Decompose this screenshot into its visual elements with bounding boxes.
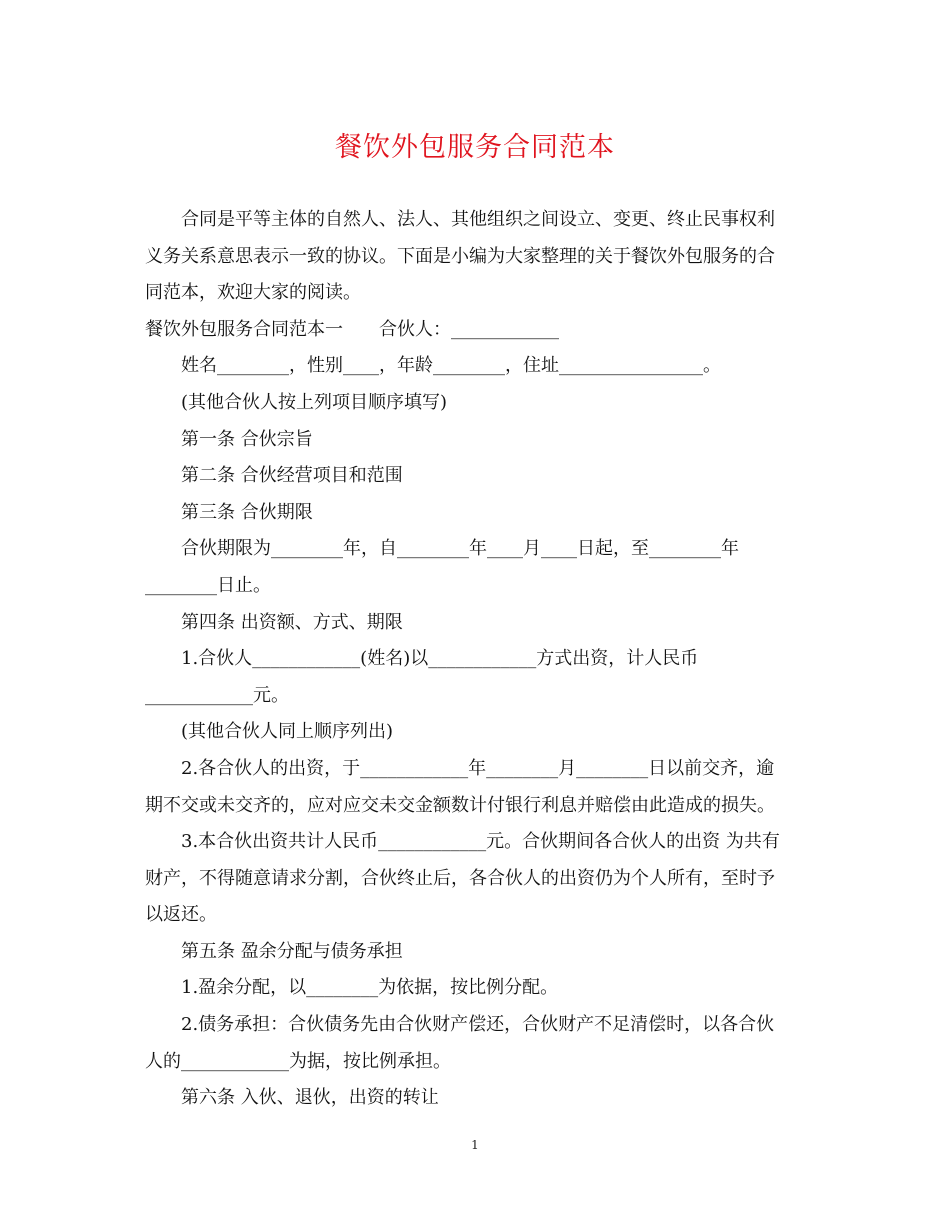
paragraph-line: 合同是平等主体的自然人、法人、其他组织之间设立、变更、终止民事权利 <box>181 209 775 230</box>
document-title: 餐饮外包服务合同范本 <box>335 132 615 163</box>
paragraph-line: 义务关系意思表示一致的协议。下面是小编为大家整理的关于餐饮外包服务的合 <box>145 245 775 267</box>
article-heading: 第一条 合伙宗旨 <box>181 428 313 450</box>
paragraph-line: 2.债务承担：合伙债务先由合伙财产偿还，合伙财产不足清偿时，以各合伙 <box>181 1014 775 1036</box>
paragraph-line: ________日止。 <box>145 574 271 596</box>
paragraph-line: 2.各合伙人的出资，于____________年________月________日以前交齐，逾 <box>181 757 775 779</box>
paragraph-line: 同范本，欢迎大家的阅读。 <box>145 282 361 304</box>
article-heading: 第二条 合伙经营项目和范围 <box>181 465 403 487</box>
article-heading: 第五条 盈余分配与债务承担 <box>181 940 403 962</box>
article-heading: 第四条 出资额、方式、期限 <box>181 611 403 633</box>
paragraph-line: 人的____________为据，按比例承担。 <box>145 1050 451 1072</box>
paragraph-line: (其他合伙人同上顺序列出) <box>181 721 394 743</box>
paragraph-line: 1.盈余分配，以________为依据，按比例分配。 <box>181 977 559 999</box>
paragraph-line: 1.合伙人____________(姓名)以____________方式出资，计人民币 <box>181 648 699 670</box>
paragraph-line: 财产，不得随意请求分割，合伙终止后，各合伙人的出资仍为个人所有，至时予 <box>145 867 775 889</box>
paragraph-line: (其他合伙人按上列项目顺序填写) <box>181 391 448 413</box>
paragraph-line: ____________元。 <box>145 684 289 706</box>
party-info-line: 姓名________，性别____，年龄________，住址________________。 <box>181 355 721 377</box>
article-heading: 第三条 合伙期限 <box>181 501 313 523</box>
contract-heading-line: 餐饮外包服务合同范本一 合伙人：____________ <box>145 318 559 340</box>
paragraph-line: 合伙期限为________年，自________年____月____日起，至________年 <box>181 538 739 560</box>
paragraph-line: 期不交或未交齐的，应对应交未交金额数计付银行利息并赔偿由此造成的损失。 <box>145 794 775 816</box>
page-number: 1 <box>471 1138 479 1152</box>
paragraph-line: 3.本合伙出资共计人民币____________元。合伙期间各合伙人的出资 为共有 <box>181 831 780 853</box>
article-heading: 第六条 入伙、退伙，出资的转让 <box>181 1087 439 1109</box>
paragraph-line: 以返还。 <box>145 904 217 926</box>
document-body <box>145 202 805 1117</box>
